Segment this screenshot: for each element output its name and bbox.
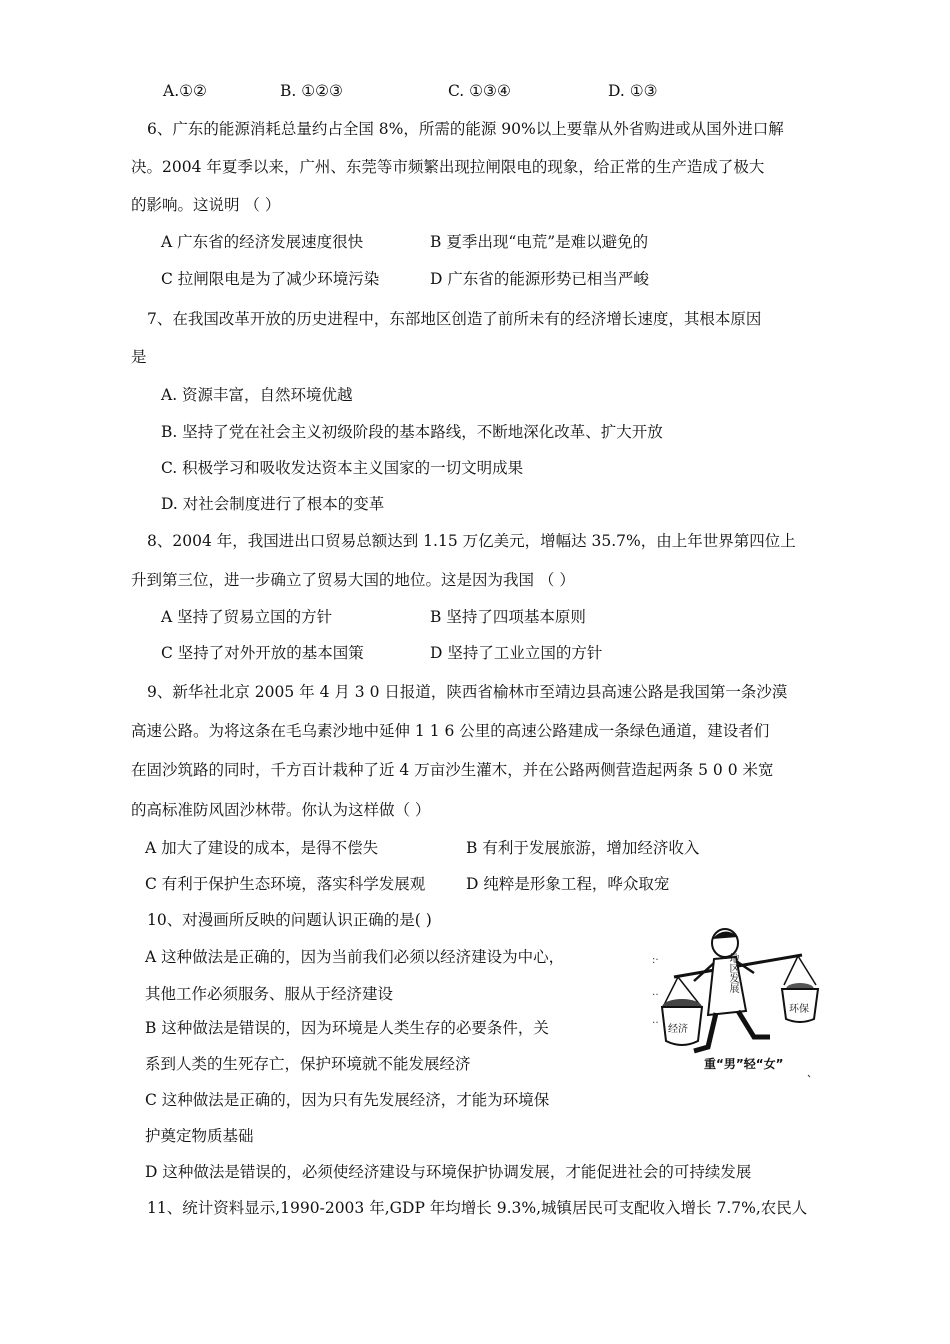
q9-stem-line-4: 的高标准防风固沙林带。你认为这样做（ ）: [131, 801, 431, 819]
q8-stem-line-2: 升到第三位，进一步确立了贸易大国的地位。这是因为我国 （ ）: [131, 571, 575, 589]
q10-cartoon: [650, 925, 825, 1080]
q6-stem-line-3: 的影响。这说明 （ ）: [131, 196, 281, 214]
svg-text:‥: ‥: [652, 1015, 659, 1026]
q9-option-c: C 有利于保护生态环境，落实科学发展观: [145, 875, 426, 893]
q6-option-b: B 夏季出现“电荒”是难以避免的: [430, 233, 649, 251]
cartoon-pole-label: 地区发展: [727, 953, 738, 993]
q9-stem-line-1: 9、新华社北京 2005 年 4 月 3 0 日报道，陕西省榆林市至靖边县高速公路是我国第一条沙漠: [147, 683, 788, 701]
cartoon-left-basket-label: 经济: [668, 1024, 688, 1035]
svg-text:‥: ‥: [652, 987, 659, 998]
q6-stem-line-2: 决。2004 年夏季以来，广州、东莞等市频繁出现拉闸限电的现象，给正常的生产造成了极大: [131, 158, 765, 176]
q5-option-d: D. ①③: [608, 82, 658, 100]
svg-text::·: :·: [652, 955, 659, 966]
q9-stem-line-3: 在固沙筑路的同时，千方百计栽种了近 4 万亩沙生灌木，并在公路两侧营造起两条 5 0 0 米宽: [131, 761, 774, 779]
q9-option-d: D 纯粹是形象工程，哗众取宠: [466, 875, 670, 893]
q5-option-b: B. ①②③: [280, 82, 343, 100]
q6-option-c: C 拉闸限电是为了减少环境污染: [161, 270, 380, 288]
q7-option-a: A. 资源丰富，自然环境优越: [161, 386, 353, 404]
q7-option-d: D. 对社会制度进行了根本的变革: [161, 495, 385, 513]
q6-option-a: A 广东省的经济发展速度很快: [161, 233, 364, 251]
q8-option-b: B 坚持了四项基本原则: [430, 608, 586, 626]
q7-option-b: B. 坚持了党在社会主义初级阶段的基本路线，不断地深化改革、扩大开放: [161, 423, 663, 441]
q11-stem-line-1: 11、统计资料显示,1990-2003 年,GDP 年均增长 9.3%,城镇居民可支配收入增长 7.7%,农民人: [147, 1199, 808, 1217]
q8-option-d: D 坚持了工业立国的方针: [430, 644, 603, 662]
q9-stem-line-2: 高速公路。为将这条在毛乌素沙地中延伸 1 1 6 公里的高速公路建成一条绿色通道，建设者们: [131, 722, 770, 740]
cartoon-caption: 重“男”轻“女”: [704, 1057, 784, 1071]
q10-option-d: D 这种做法是错误的，必须使经济建设与环境保护协调发展，才能促进社会的可持续发展: [145, 1163, 752, 1181]
q8-stem-line-1: 8、2004 年，我国进出口贸易总额达到 1.15 万亿美元，增幅达 35.7%，由上年世界第四位上: [147, 532, 796, 550]
q7-stem-line-1: 7、在我国改革开放的历史进程中，东部地区创造了前所未有的经济增长速度，其根本原因: [147, 310, 762, 328]
q10-option-c-line-2: 护奠定物质基础: [145, 1127, 254, 1145]
q8-option-c: C 坚持了对外开放的基本国策: [161, 644, 364, 662]
q10-option-a-line-1: A 这种做法是正确的，因为当前我们必须以经济建设为中心，: [145, 948, 565, 966]
q5-options: [163, 82, 723, 102]
cartoon-right-basket-label: 环保: [789, 1004, 809, 1015]
q9-option-a: A 加大了建设的成本，是得不偿失: [145, 839, 379, 857]
q7-option-c: C. 积极学习和吸收发达资本主义国家的一切文明成果: [161, 459, 524, 477]
q10-stem: 10、对漫画所反映的问题认识正确的是( ): [147, 911, 432, 929]
q5-option-c: C. ①③④: [448, 82, 511, 100]
q6-option-d: D 广东省的能源形势已相当严峻: [430, 270, 649, 288]
q9-option-b: B 有利于发展旅游，增加经济收入: [466, 839, 700, 857]
q8-option-a: A 坚持了贸易立国的方针: [161, 608, 333, 626]
q10-option-b-line-1: B 这种做法是错误的，因为环境是人类生存的必要条件，关: [145, 1019, 549, 1037]
q10-option-a-line-2: 其他工作必须服务、服从于经济建设: [145, 985, 394, 1003]
q10-option-b-line-2: 系到人类的生死存亡，保护环境就不能发展经济: [145, 1055, 471, 1073]
q10-option-c-line-1: C 这种做法是正确的，因为只有先发展经济，才能为环境保: [145, 1091, 550, 1109]
q7-stem-line-2: 是: [131, 348, 147, 366]
q5-option-a: A.①②: [163, 82, 207, 100]
q6-stem-line-1: 6、广东的能源消耗总量约占全国 8%，所需的能源 90%以上要靠从外省购进或从国外进口解: [147, 120, 784, 138]
